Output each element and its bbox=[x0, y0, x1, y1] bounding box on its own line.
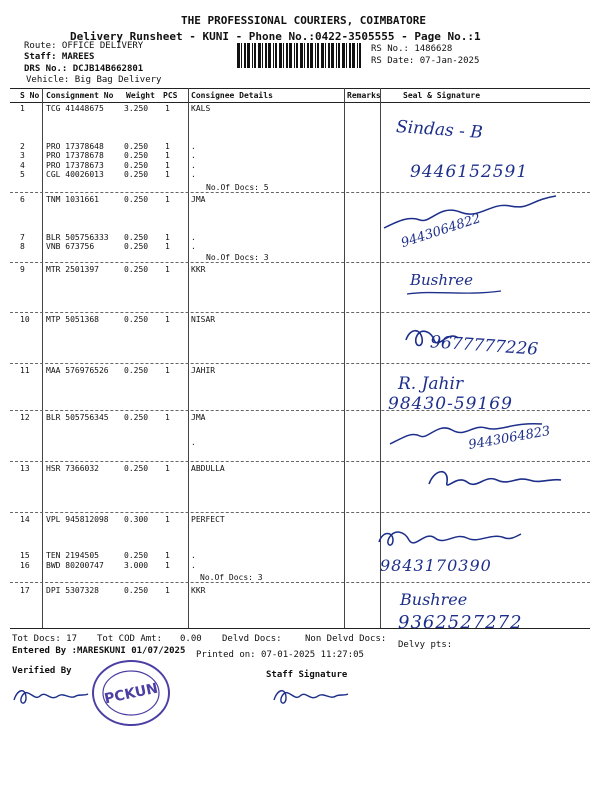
row-sno: 6 bbox=[20, 195, 25, 204]
row-weight: 0.250 bbox=[124, 151, 149, 160]
verified-by-label: Verified By bbox=[12, 666, 72, 676]
group-note-1: No.Of Docs: 5 bbox=[206, 183, 269, 192]
signature-2-phone: 9443064822 bbox=[399, 211, 483, 251]
row-sno: 5 bbox=[20, 170, 25, 179]
row-weight: 0.250 bbox=[124, 315, 149, 324]
row-pcs: 1 bbox=[165, 464, 170, 473]
row-consignment-no: PRO 17378673 bbox=[46, 161, 104, 170]
row-weight: 0.250 bbox=[124, 195, 149, 204]
route-label: Route: OFFICE DELIVERY bbox=[24, 41, 144, 51]
row-pcs: 1 bbox=[165, 586, 170, 595]
verified-signature bbox=[10, 684, 90, 708]
row-weight: 0.250 bbox=[124, 586, 149, 595]
row-consignee: . bbox=[191, 242, 196, 251]
total-cod-label: Tot COD Amt: bbox=[97, 634, 163, 644]
row-pcs: 1 bbox=[165, 161, 170, 170]
row-sno: 7 bbox=[20, 233, 25, 242]
row-consignee: KKR bbox=[191, 586, 206, 595]
row-pcs: 1 bbox=[165, 366, 170, 375]
row-pcs: 1 bbox=[165, 151, 170, 160]
company-seal-stamp bbox=[90, 658, 172, 728]
row-sno: 2 bbox=[20, 142, 25, 151]
row-weight: 0.250 bbox=[124, 170, 149, 179]
row-weight: 0.250 bbox=[124, 464, 149, 473]
signature-7-scribble bbox=[425, 464, 565, 494]
row-sno: 11 bbox=[20, 366, 30, 375]
row-pcs: 1 bbox=[165, 142, 170, 151]
row-sno: 12 bbox=[20, 413, 30, 422]
row-weight: 0.250 bbox=[124, 142, 149, 151]
row-consignee: . bbox=[191, 142, 196, 151]
row-weight: 0.250 bbox=[124, 413, 149, 422]
rs-date: RS Date: 07-Jan-2025 bbox=[371, 56, 480, 66]
row-consignment-no: MAA 576976526 bbox=[46, 366, 109, 375]
row-weight: 0.250 bbox=[124, 366, 149, 375]
row-consignee: KKR bbox=[191, 265, 206, 274]
staff-label: Staff: MAREES bbox=[24, 52, 95, 62]
row-sno: 17 bbox=[20, 586, 30, 595]
row-consignment-no: TNM 1031661 bbox=[46, 195, 99, 204]
row-consignee: JAHIR bbox=[191, 366, 216, 375]
row-pcs: 1 bbox=[165, 242, 170, 251]
row-sno: 16 bbox=[20, 561, 30, 570]
row-consignee: . bbox=[191, 161, 196, 170]
row-consignment-no: BLR 505756345 bbox=[46, 413, 109, 422]
row-pcs: 1 bbox=[165, 551, 170, 560]
signature-6-phone: 9443064823 bbox=[467, 423, 552, 453]
row-consignee: . bbox=[191, 561, 196, 570]
svg-text:PCKUN: PCKUN bbox=[103, 680, 160, 708]
staff-signature-label: Staff Signature bbox=[266, 670, 348, 680]
total-cod-amount: 0.00 bbox=[180, 634, 202, 644]
row-pcs: 1 bbox=[165, 104, 170, 113]
row-weight: 3.000 bbox=[124, 561, 149, 570]
row-sno: 4 bbox=[20, 161, 25, 170]
row-sno: 8 bbox=[20, 242, 25, 251]
row-weight: 0.300 bbox=[124, 515, 149, 524]
row-pcs: 1 bbox=[165, 413, 170, 422]
col-header-consignment: Consignment No bbox=[46, 91, 114, 100]
col-header-pcs: PCS bbox=[163, 91, 178, 100]
col-header-remarks: Remarks bbox=[347, 91, 381, 100]
total-docs: Tot Docs: 17 bbox=[12, 634, 78, 644]
row-consignment-no: BWD 80200747 bbox=[46, 561, 104, 570]
row-pcs: 1 bbox=[165, 233, 170, 242]
delivery-points: Delvy pts: bbox=[398, 640, 453, 650]
row-pcs: 1 bbox=[165, 515, 170, 524]
rs-number: RS No.: 1486628 bbox=[371, 44, 453, 54]
row-pcs: 1 bbox=[165, 561, 170, 570]
staff-signature bbox=[270, 684, 350, 708]
signature-8-phone: 9843170390 bbox=[380, 556, 492, 575]
row-weight: 0.250 bbox=[124, 551, 149, 560]
signature-5-phone: 98430-59169 bbox=[388, 394, 513, 414]
row-sno: 15 bbox=[20, 551, 30, 560]
row-sno: 1 bbox=[20, 104, 25, 113]
row-sno: 13 bbox=[20, 464, 30, 473]
delivered-docs: Delvd Docs: bbox=[222, 634, 282, 644]
row-consignment-no: TEN 2194505 bbox=[46, 551, 99, 560]
row-consignee: . bbox=[191, 151, 196, 160]
row-consignee: NISAR bbox=[191, 315, 216, 324]
signature-1-name: Sindas - B bbox=[395, 116, 484, 144]
runsheet-subtitle: Delivery Runsheet - KUNI - Phone No.:0422-3505555 - Page No.:1 bbox=[70, 30, 481, 43]
row-consignment-no: PRO 17378648 bbox=[46, 142, 104, 151]
group-note-3: No.Of Docs: 3 bbox=[200, 573, 263, 582]
row-weight: 0.250 bbox=[124, 265, 149, 274]
row-consignment-no: BLR 505756333 bbox=[46, 233, 109, 242]
row-consignee: . bbox=[191, 233, 196, 242]
row-consignment-no: MTR 2501397 bbox=[46, 265, 99, 274]
row-sno: 10 bbox=[20, 315, 30, 324]
non-delivered-docs: Non Delvd Docs: bbox=[305, 634, 387, 644]
row-consignee: ABDULLA bbox=[191, 464, 225, 473]
barcode bbox=[237, 43, 363, 68]
row-consignee: . bbox=[191, 551, 196, 560]
row-consignment-no: VNB 673756 bbox=[46, 242, 95, 251]
col-header-consignee: Consignee Details bbox=[191, 91, 273, 100]
signature-9-phone: 9362527272 bbox=[398, 612, 523, 633]
row-consignment-no: DPI 5307328 bbox=[46, 586, 99, 595]
row-consignee: KALS bbox=[191, 104, 211, 113]
entered-by: Entered By :MARESKUNI 01/07/2025 bbox=[12, 646, 186, 656]
row-consignee: PERFECT bbox=[191, 515, 225, 524]
drs-number: DRS No.: DCJB14B662801 bbox=[24, 64, 144, 74]
signature-4-phone: 9677777226 bbox=[429, 332, 539, 360]
row-consignee: . bbox=[191, 438, 196, 447]
row-consignment-no: VPL 945812098 bbox=[46, 515, 109, 524]
signature-3-underline bbox=[405, 290, 505, 296]
signature-4-scribble bbox=[402, 326, 462, 352]
row-consignee: . bbox=[191, 170, 196, 179]
row-pcs: 1 bbox=[165, 195, 170, 204]
row-pcs: 1 bbox=[165, 170, 170, 179]
signature-5-name: R. Jahir bbox=[398, 374, 464, 394]
row-weight: 0.250 bbox=[124, 233, 149, 242]
row-pcs: 1 bbox=[165, 265, 170, 274]
row-consignment-no: MTP 5051368 bbox=[46, 315, 99, 324]
row-weight: 0.250 bbox=[124, 161, 149, 170]
signature-1-phone: 9446152591 bbox=[410, 162, 529, 182]
row-consignment-no: PRO 17378678 bbox=[46, 151, 104, 160]
row-weight: 3.250 bbox=[124, 104, 149, 113]
row-weight: 0.250 bbox=[124, 242, 149, 251]
group-note-2: No.Of Docs: 3 bbox=[206, 253, 269, 262]
row-consignment-no: HSR 7366032 bbox=[46, 464, 99, 473]
company-title: THE PROFESSIONAL COURIERS, COIMBATORE bbox=[181, 14, 427, 27]
row-consignment-no: TCG 41448675 bbox=[46, 104, 104, 113]
signature-9-name: Bushree bbox=[400, 590, 468, 609]
row-pcs: 1 bbox=[165, 315, 170, 324]
signature-3-name: Bushree bbox=[410, 271, 473, 289]
row-sno: 14 bbox=[20, 515, 30, 524]
col-header-weight: Weight bbox=[126, 91, 155, 100]
row-sno: 9 bbox=[20, 265, 25, 274]
col-header-seal-signature: Seal & Signature bbox=[403, 91, 481, 100]
signature-8-scribble bbox=[375, 524, 525, 554]
vehicle-label: Vehicle: Big Bag Delivery bbox=[26, 75, 162, 85]
printed-on: Printed on: 07-01-2025 11:27:05 bbox=[196, 650, 364, 660]
col-header-sno: S No bbox=[20, 91, 40, 100]
row-sno: 3 bbox=[20, 151, 25, 160]
row-consignee: JMA bbox=[191, 413, 206, 422]
row-consignment-no: CGL 40026013 bbox=[46, 170, 104, 179]
row-consignee: JMA bbox=[191, 195, 206, 204]
